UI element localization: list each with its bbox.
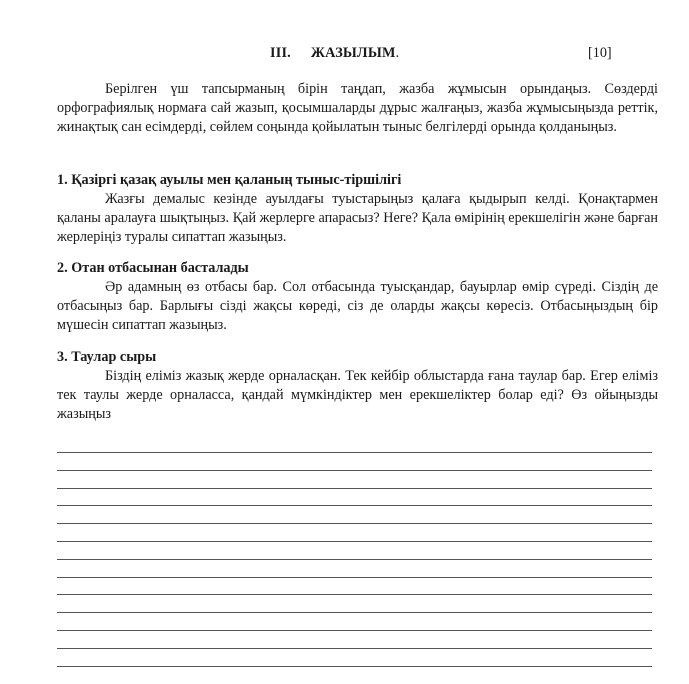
instructions-paragraph: Берілген үш тапсырманың бірін таңдап, жазба жұмысын орындаңыз. Сөздерді орфографиялық нормаға сай жазып, қосымшаларды дұрыс жалғаңыз, жазба жұмысыңызда реттік, жинақтық сан есімдерді, сөйлем соңында қойылатын тыныс белгілерді орында қолданыңыз. xyxy=(57,81,658,135)
writing-line xyxy=(57,505,652,506)
task-2-title: 2. Отан отбасынан басталады xyxy=(57,260,249,276)
section-title-dot: . xyxy=(395,45,400,61)
writing-line xyxy=(57,470,652,471)
task-3-text: Біздің еліміз жазық жерде орналасқан. Тек кейбір облыстарда ғана таулар бар. Егер еліміз тек таулы жерде орналасса, қандай мүмкіндіктер мен ерекшеліктер болар еді? Өз ойыңызды жазыңыз xyxy=(57,368,658,422)
writing-line xyxy=(57,594,652,595)
writing-line xyxy=(57,577,652,578)
section-number: III. xyxy=(270,45,291,61)
writing-line xyxy=(57,523,652,524)
points-label: [10] xyxy=(588,45,612,61)
task-1-title: 1. Қазіргі қазақ ауылы мен қаланың тыныс-тіршілігі xyxy=(57,172,402,188)
writing-line xyxy=(57,648,652,649)
writing-line xyxy=(57,612,652,613)
writing-line xyxy=(57,452,652,453)
task-1-text: Жазғы демалыс кезінде ауылдағы туыстарыңыз қалаға қыдырып келді. Қонақтармен қаланы аралауға шықтыңыз. Қай жерлерге апарасыз? Неге? Қала өмірінің ерекшелігін және барған жерлеріңіз туралы сипаттап жазыңыз. xyxy=(57,191,658,245)
writing-lines xyxy=(57,452,652,683)
writing-line xyxy=(57,488,652,489)
section-title xyxy=(270,44,399,63)
writing-line xyxy=(57,541,652,542)
writing-line xyxy=(57,666,652,667)
section-header xyxy=(0,44,689,64)
task-2-text: Әр адамның өз отбасы бар. Сол отбасында туысқандар, бауырлар өмір сүреді. Сіздің де отбасыңыз бар. Барлығы сізді жақсы көреді, сіз де оларды жақсы көресіз. Отбасыңыздың бір мүшесін сипаттап жазыңыз. xyxy=(57,279,658,333)
writing-line xyxy=(57,630,652,631)
task-3-title: 3. Таулар сыры xyxy=(57,349,157,365)
section-title-text: ЖАЗЫЛЫМ xyxy=(310,45,396,61)
writing-line xyxy=(57,559,652,560)
